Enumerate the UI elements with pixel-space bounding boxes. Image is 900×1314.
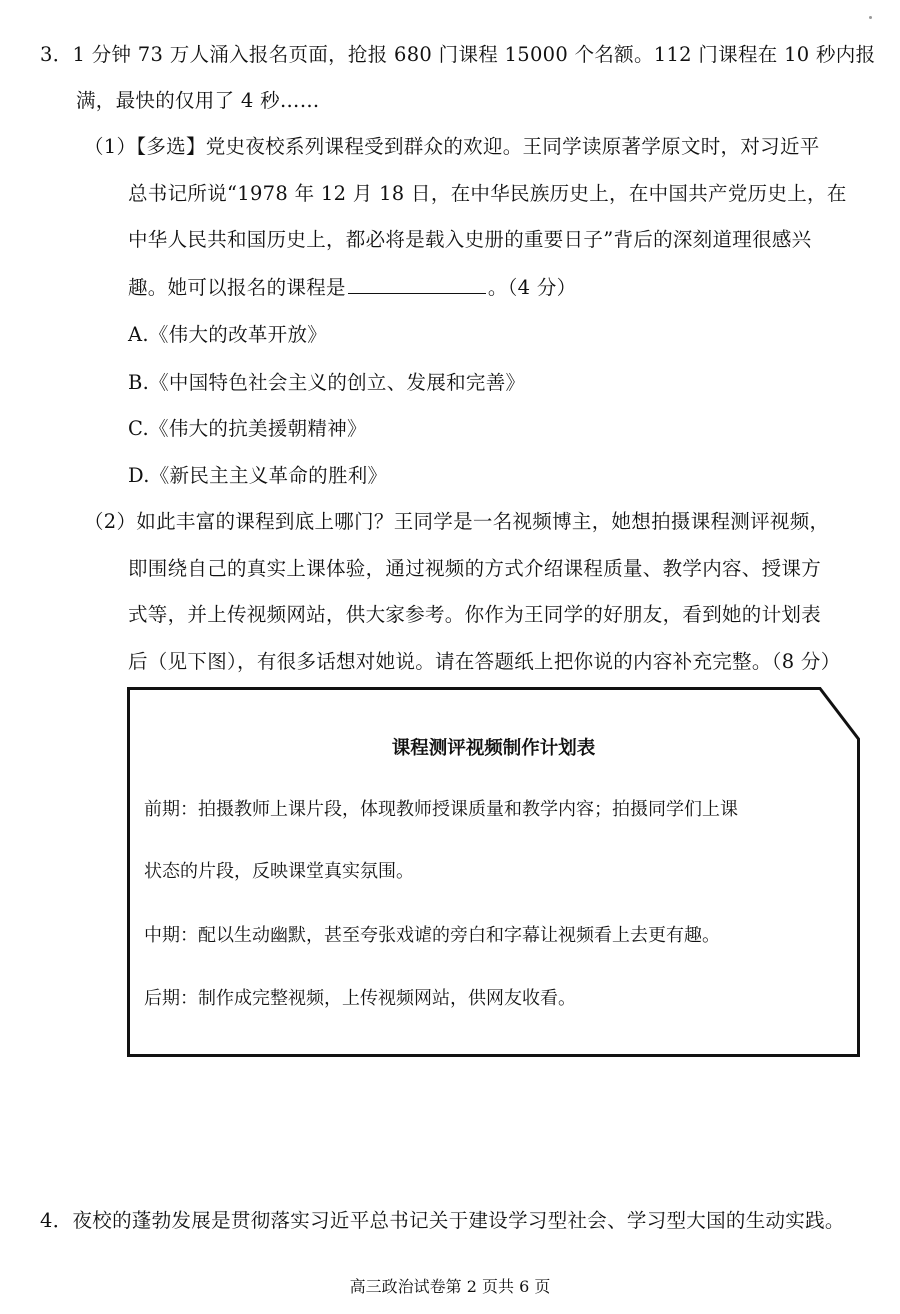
- q3-part2-line-2: 即围绕自己的真实上课体验，通过视频的方式介绍课程质量、教学内容、授课方: [128, 557, 822, 580]
- plan-early-stage-line-1: 前期：拍摄教师上课片段，体现教师授课质量和教学内容；拍摄同学们上课: [144, 799, 738, 820]
- option-d: D.《新民主主义革命的胜利》: [128, 464, 388, 487]
- page-footer: 高三政治试卷第 2 页共 6 页: [349, 1277, 551, 1296]
- q3-part2-line-1: （2）如此丰富的课程到底上哪门？王同学是一名视频博主，她想拍摄课程测评视频，: [84, 510, 830, 533]
- q3-line-2: 满，最快的仅用了 4 秒……: [76, 89, 320, 112]
- plan-table-box: [127, 687, 860, 1057]
- plan-title: 课程测评视频制作计划表: [391, 738, 596, 759]
- q3-part1-line-1: （1）【多选】党史夜校系列课程受到群众的欢迎。王同学读原著学原文时，对习近平: [84, 135, 820, 158]
- option-b: B.《中国特色社会主义的创立、发展和完善》: [128, 371, 526, 394]
- option-c: C.《伟大的抗美援朝精神》: [128, 417, 367, 440]
- plan-early-stage-line-2: 状态的片段，反映课堂真实氛围。: [144, 861, 414, 882]
- option-a: A.《伟大的改革开放》: [128, 323, 328, 346]
- q3-part1-line-2: 总书记所说“1978 年 12 月 18 日，在中华民族历史上，在中国共产党历史上，在: [128, 182, 847, 205]
- plan-late-stage: 后期：制作成完整视频，上传视频网站，供网友收看。: [144, 988, 576, 1009]
- q3-part2-line-4: 后（见下图），有很多话想对她说。请在答题纸上把你说的内容补充完整。（8 分）: [128, 650, 841, 673]
- answer-blank[interactable]: [348, 273, 486, 294]
- q3-part1-line-3: 中华人民共和国历史上，都必将是载入史册的重要日子”背后的深刻道理很感兴: [128, 228, 812, 251]
- question-stem: 趣。她可以报名的课程是: [128, 276, 346, 299]
- score-note: 。（4 分）: [487, 276, 577, 299]
- q3-part2-line-3: 式等，并上传视频网站，供大家参考。你作为王同学的好朋友，看到她的计划表: [128, 603, 822, 626]
- scan-mark: [869, 16, 872, 19]
- q3-part1-line-4: [128, 273, 576, 302]
- q3-line-1: 3．1 分钟 73 万人涌入报名页面，抢报 680 门课程 15000 个名额。112 门课程在 10 秒内报: [40, 43, 876, 66]
- plan-middle-stage: 中期：配以生动幽默，甚至夸张戏谑的旁白和字幕让视频看上去更有趣。: [144, 925, 720, 946]
- q4-line: 4．夜校的蓬勃发展是贯彻落实习近平总书记关于建设学习型社会、学习型大国的生动实践。: [40, 1209, 845, 1232]
